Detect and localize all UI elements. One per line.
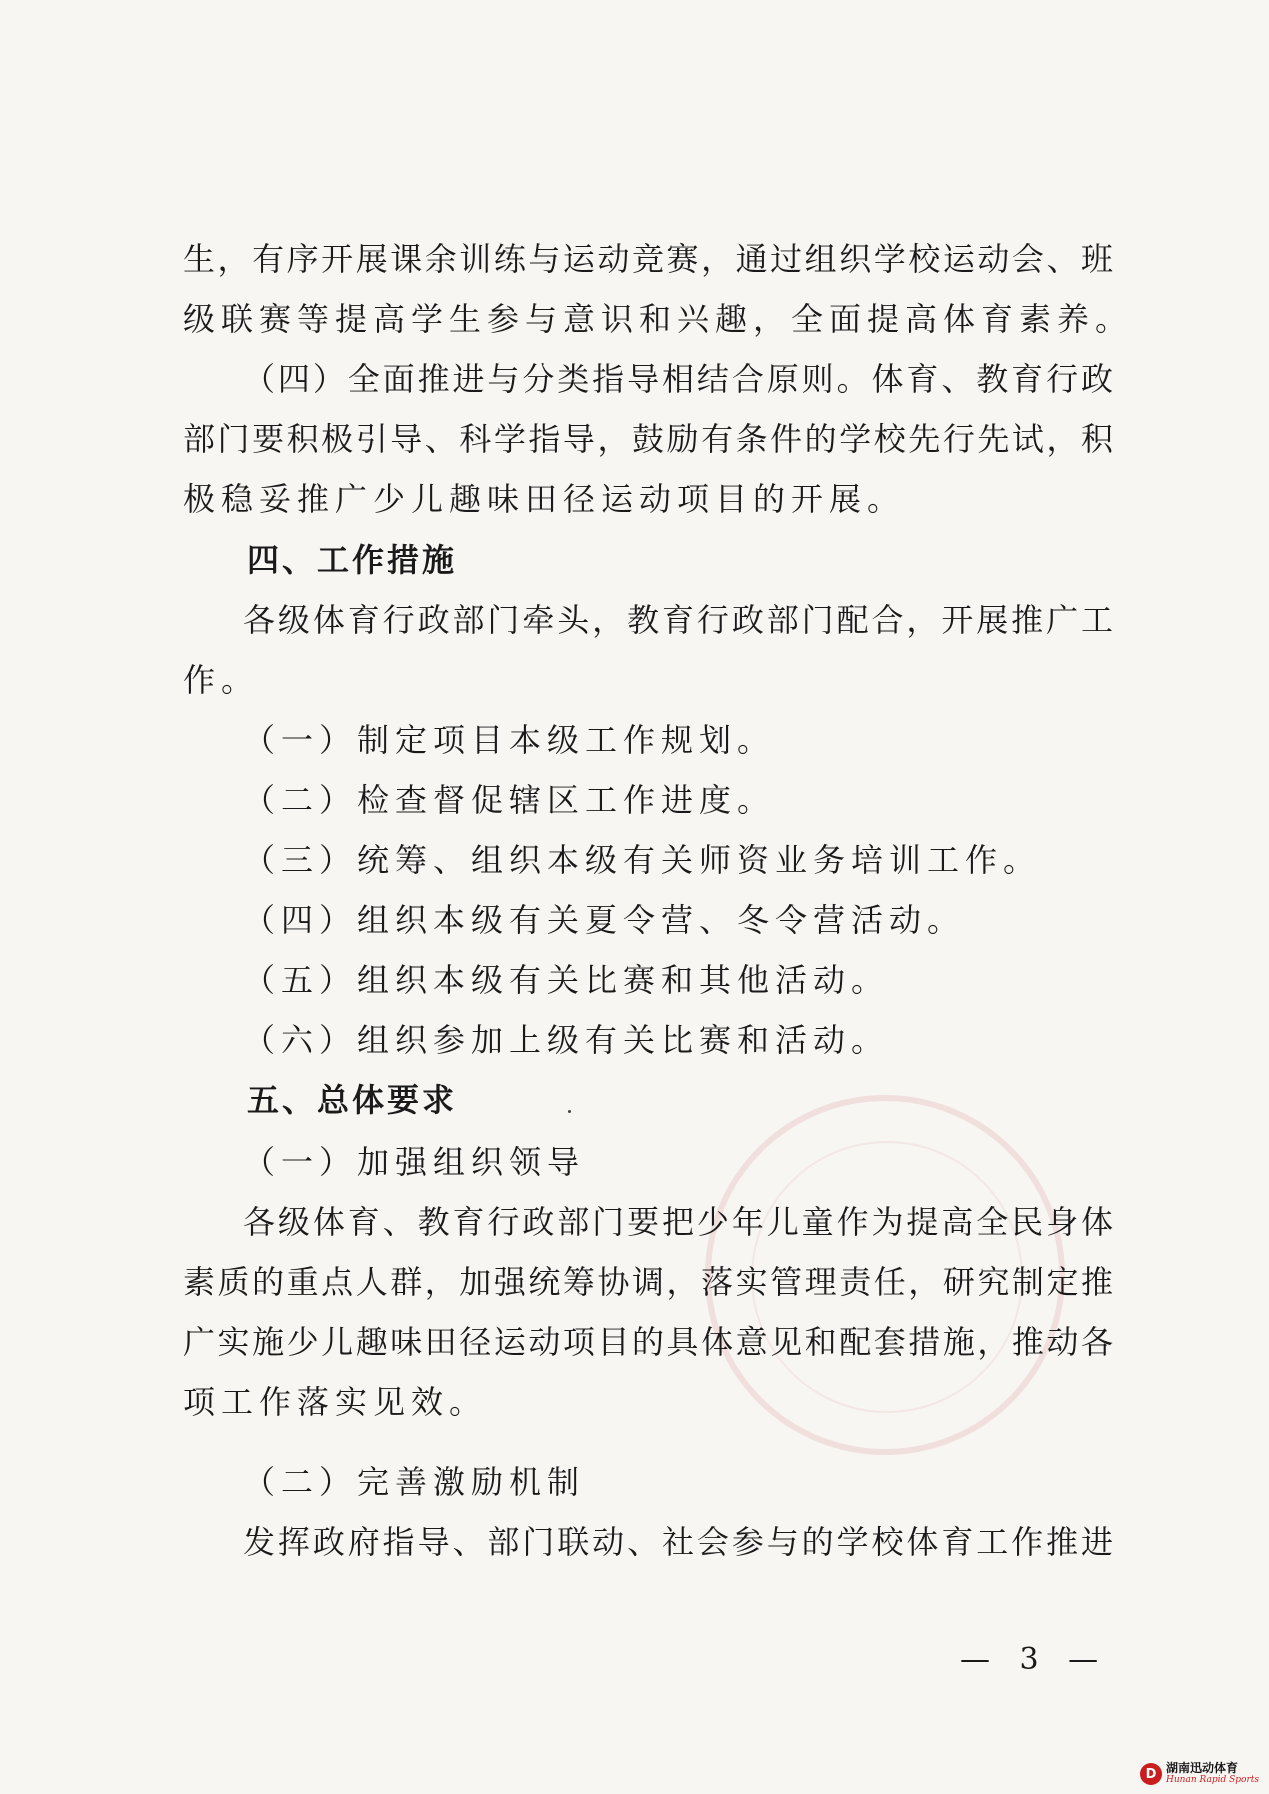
list-item: （三）统筹、组织本级有关师资业务培训工作。 bbox=[243, 841, 1042, 879]
subsection-heading: （二）完善激励机制 bbox=[243, 1463, 586, 1501]
watermark-name-cn: 湖南迅动体育 bbox=[1166, 1761, 1239, 1775]
text-line: 生，有序开展课余训练与运动竞赛，通过组织学校运动会、班 bbox=[183, 240, 1113, 278]
watermark-name-en: Hunan Rapid Sports bbox=[1166, 1775, 1259, 1785]
list-item: （四）组织本级有关夏令营、冬令营活动。 bbox=[243, 901, 966, 939]
page-number: — 3 — bbox=[960, 1642, 1109, 1677]
text-line: （四）全面推进与分类指导相结合原则。体育、教育行政 bbox=[243, 360, 1113, 398]
brand-logo-icon: D bbox=[1140, 1763, 1162, 1785]
list-item: （二）检查督促辖区工作进度。 bbox=[243, 781, 776, 819]
text-line: 项工作落实见效。 bbox=[183, 1383, 488, 1421]
text-line: 发挥政府指导、部门联动、社会参与的学校体育工作推进 bbox=[243, 1523, 1113, 1561]
section-heading: 五、总体要求 bbox=[247, 1081, 458, 1119]
text-line: 作。 bbox=[183, 661, 260, 699]
section-heading: 四、工作措施 bbox=[247, 541, 458, 579]
list-item: （六）组织参加上级有关比赛和活动。 bbox=[243, 1021, 890, 1059]
list-item: （五）组织本级有关比赛和其他活动。 bbox=[243, 961, 890, 999]
text-line: 级联赛等提高学生参与意识和兴趣，全面提高体育素养。 bbox=[183, 300, 1134, 338]
text-line: 部门要积极引导、科学指导，鼓励有条件的学校先行先试，积 bbox=[183, 420, 1113, 458]
text-line: 各级体育、教育行政部门要把少年儿童作为提高全民身体 bbox=[243, 1203, 1113, 1241]
text-line: 广实施少儿趣味田径运动项目的具体意见和配套措施，推动各 bbox=[183, 1323, 1113, 1361]
list-item: （一）制定项目本级工作规划。 bbox=[243, 721, 776, 759]
text-line: 极稳妥推广少儿趣味田径运动项目的开展。 bbox=[183, 480, 906, 518]
text-line: 各级体育行政部门牵头，教育行政部门配合，开展推广工 bbox=[243, 601, 1113, 639]
subsection-heading: （一）加强组织领导 bbox=[243, 1143, 586, 1181]
watermark bbox=[1140, 1762, 1259, 1786]
text-line: 素质的重点人群，加强统筹协调，落实管理责任，研究制定推 bbox=[183, 1263, 1113, 1301]
